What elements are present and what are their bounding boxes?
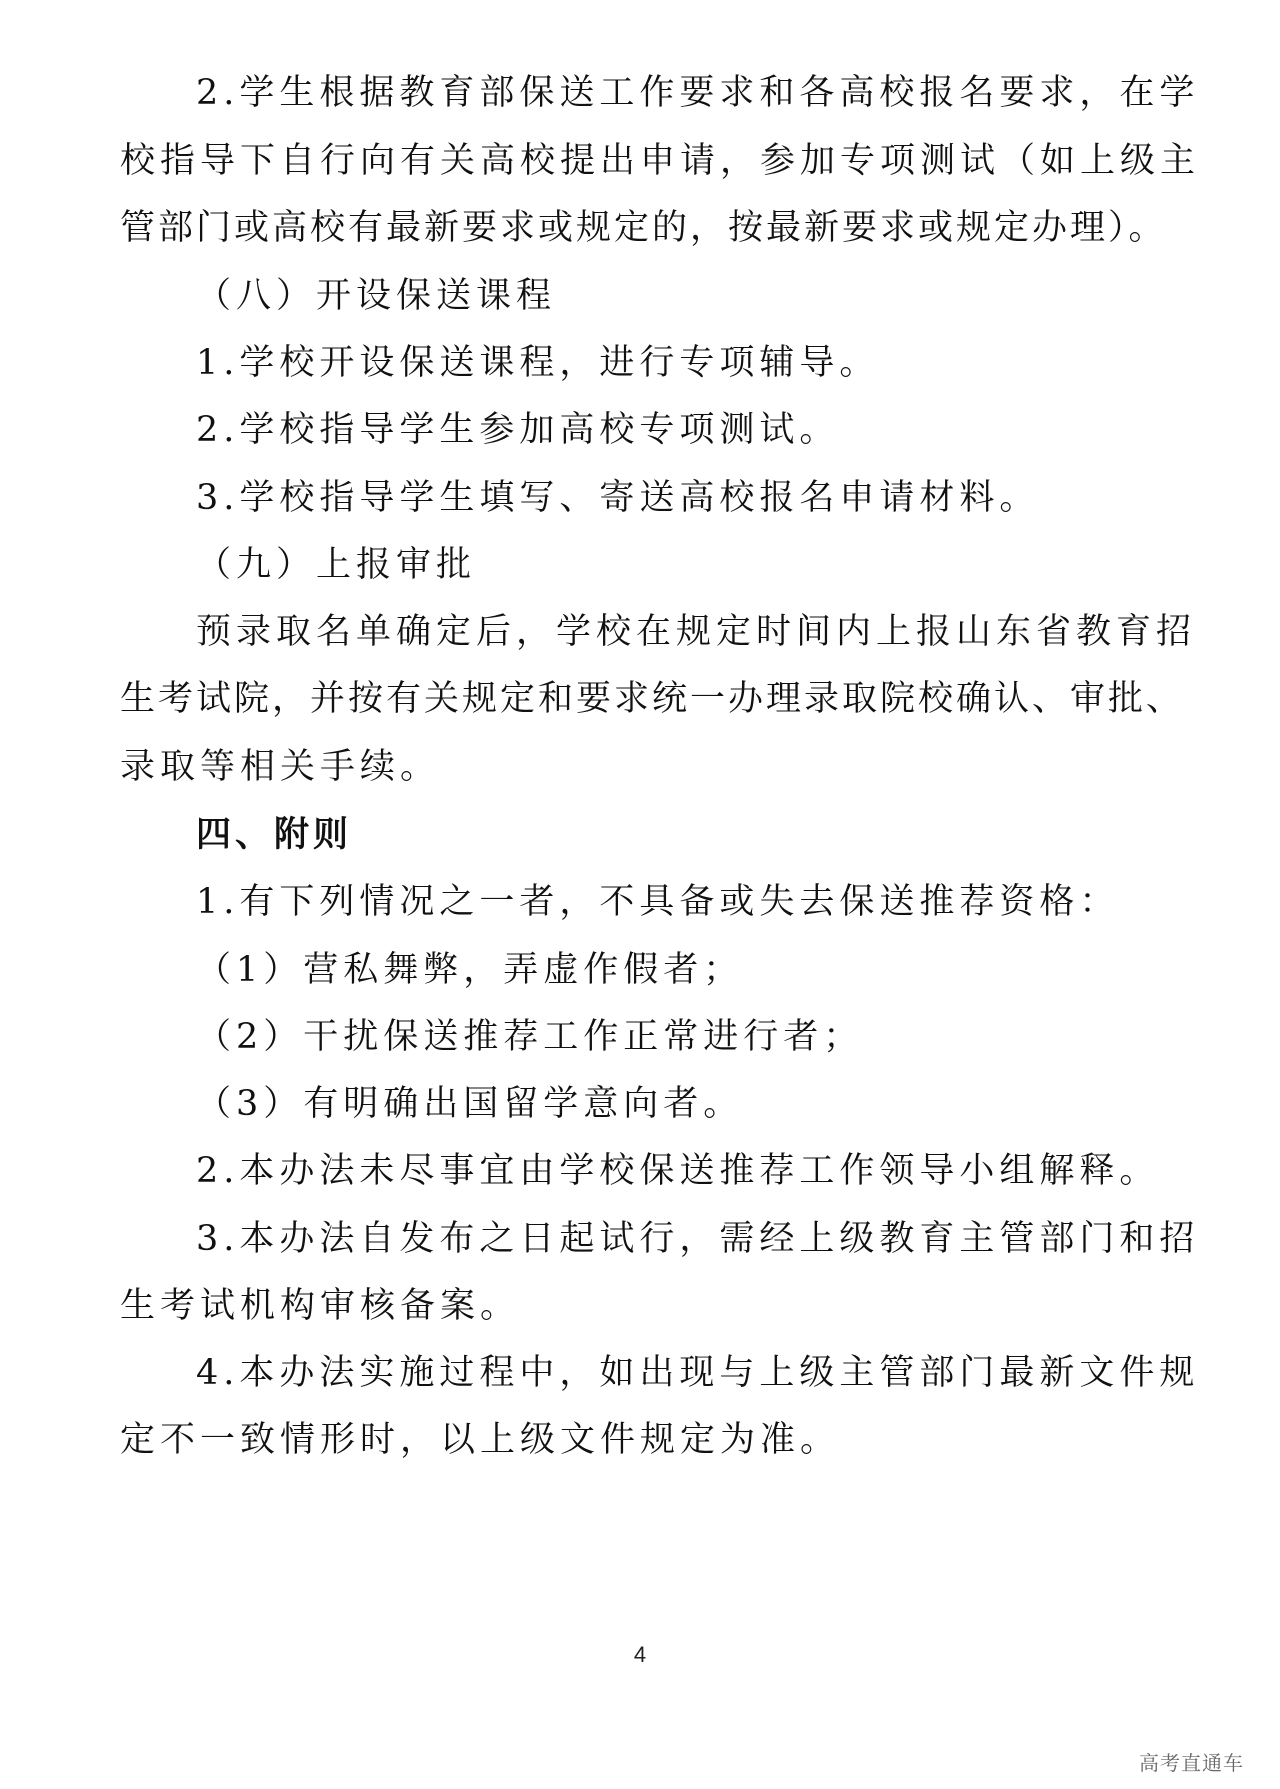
paragraph-line: 1.学校开设保送课程，进行专项辅导。 [196,343,880,383]
paragraph-line: 1.有下列情况之一者，不具备或失去保送推荐资格： [196,882,1120,922]
paragraph-line: 定不一致情形时，以上级文件规定为准。 [120,1420,841,1460]
paragraph-line: 校指导下自行向有关高校提出申请，参加专项测试（如上级主 [120,141,1201,181]
paragraph-line: 2.学生根据教育部保送工作要求和各高校报名要求，在学 [196,73,1200,113]
chapter-heading: 四、附则 [196,815,353,855]
list-item: （2）干扰保送推荐工作正常进行者； [196,1017,864,1057]
list-item: （3）有明确出国留学意向者。 [196,1084,744,1124]
paragraph-line: 生考试机构审核备案。 [120,1286,521,1326]
paragraph-line: 预录取名单确定后，学校在规定时间内上报山东省教育招 [196,612,1197,652]
paragraph-line: 录取等相关手续。 [120,747,441,787]
section-heading: （九）上报审批 [196,545,477,585]
paragraph-line: 3.学校指导学生填写、寄送高校报名申请材料。 [196,478,1040,518]
section-heading: （八）开设保送课程 [196,276,557,316]
watermark-text: 高考直通车 [1139,1751,1244,1775]
paragraph-line: 生考试院，并按有关规定和要求统一办理录取院校确认、审批、 [120,679,1185,719]
paragraph-line: 2.学校指导学生参加高校专项测试。 [196,410,840,450]
paragraph-line: 4.本办法实施过程中，如出现与上级主管部门最新文件规 [196,1353,1200,1393]
paragraph-line: 2.本办法未尽事宜由学校保送推荐工作领导小组解释。 [196,1151,1160,1191]
page-number: 4 [633,1642,647,1667]
paragraph-line: 3.本办法自发布之日起试行，需经上级教育主管部门和招 [196,1219,1200,1259]
paragraph-line: 管部门或高校有最新要求或规定的，按最新要求或规定办理）。 [120,208,1167,248]
list-item: （1）营私舞弊，弄虚作假者； [196,950,744,990]
